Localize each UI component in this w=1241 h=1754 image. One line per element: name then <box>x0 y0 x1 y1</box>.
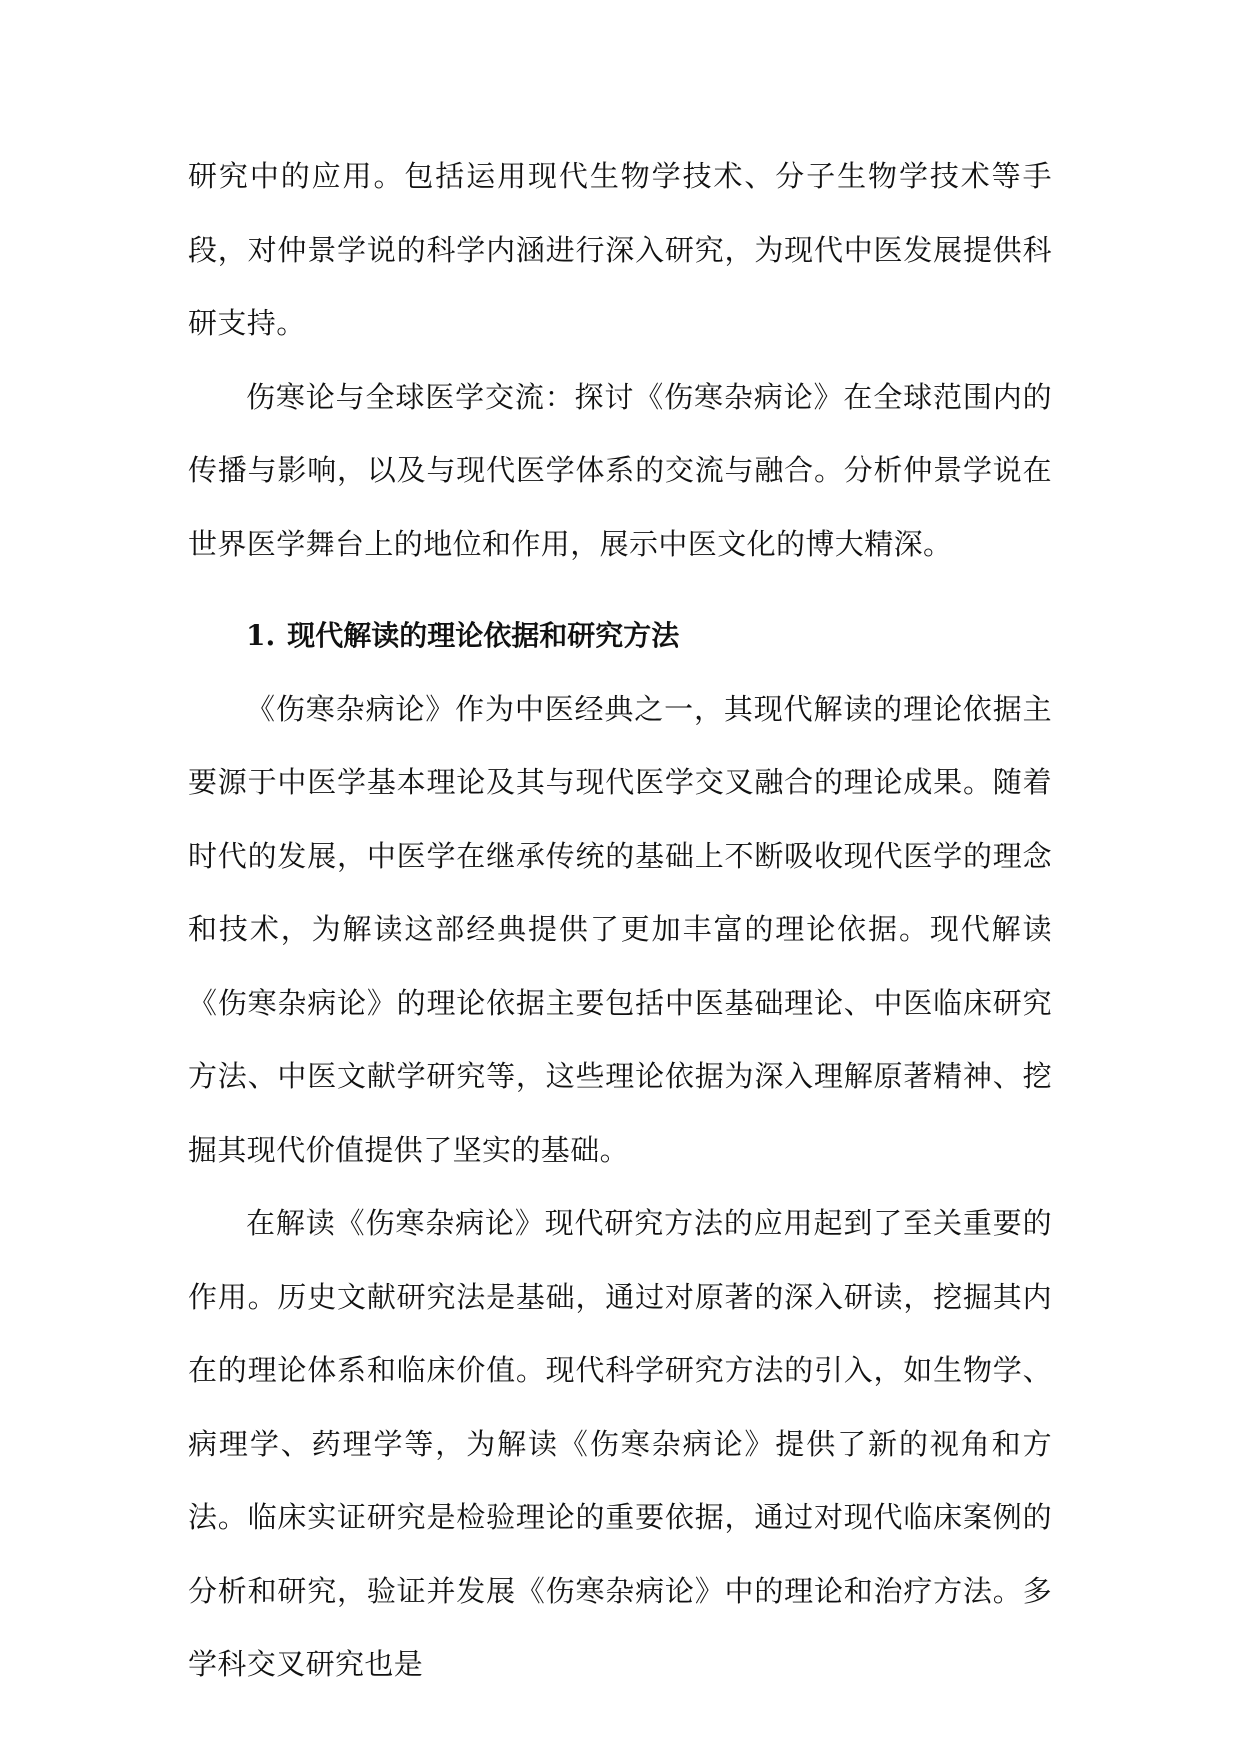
document-body <box>188 140 1052 1702</box>
paragraph-continuation: 研究中的应用。包括运用现代生物学技术、分子生物学技术等手段，对仲景学说的科学内涵进行深入研究，为现代中医发展提供科研支持。 <box>188 159 1052 340</box>
section-number: 1. <box>246 619 276 652</box>
paragraph-research-methods: 在解读《伤寒杂病论》现代研究方法的应用起到了至关重要的作用。历史文献研究法是基础，通过对原著的深入研读，挖掘其内在的理论体系和临床价值。现代科学研究方法的引入，如生物学、病理学、药理学等，为解读《伤寒杂病论》提供了新的视角和方法。临床实证研究是检验理论的重要依据，通过对现代临床案例的分析和研究，验证并发展《伤寒杂病论》中的理论和治疗方法。多学科交叉研究也是 <box>188 1206 1052 1681</box>
paragraph-theoretical-basis: 《伤寒杂病论》作为中医经典之一，其现代解读的理论依据主要源于中医学基本理论及其与现代医学交叉融合的理论成果。随着时代的发展，中医学在继承传统的基础上不断吸收现代医学的理念和技术，为解读这部经典提供了更加丰富的理论依据。现代解读《伤寒杂病论》的理论依据主要包括中医基础理论、中医临床研究方法、中医文献学研究等，这些理论依据为深入理解原著精神、挖掘其现代价值提供了坚实的基础。 <box>188 691 1052 1167</box>
section-title: 现代解读的理论依据和研究方法 <box>287 619 680 652</box>
section-heading <box>188 599 1052 673</box>
paragraph-global-exchange: 伤寒论与全球医学交流：探讨《伤寒杂病论》在全球范围内的传播与影响，以及与现代医学体系的交流与融合。分析仲景学说在世界医学舞台上的地位和作用，展示中医文化的博大精深。 <box>188 379 1052 561</box>
